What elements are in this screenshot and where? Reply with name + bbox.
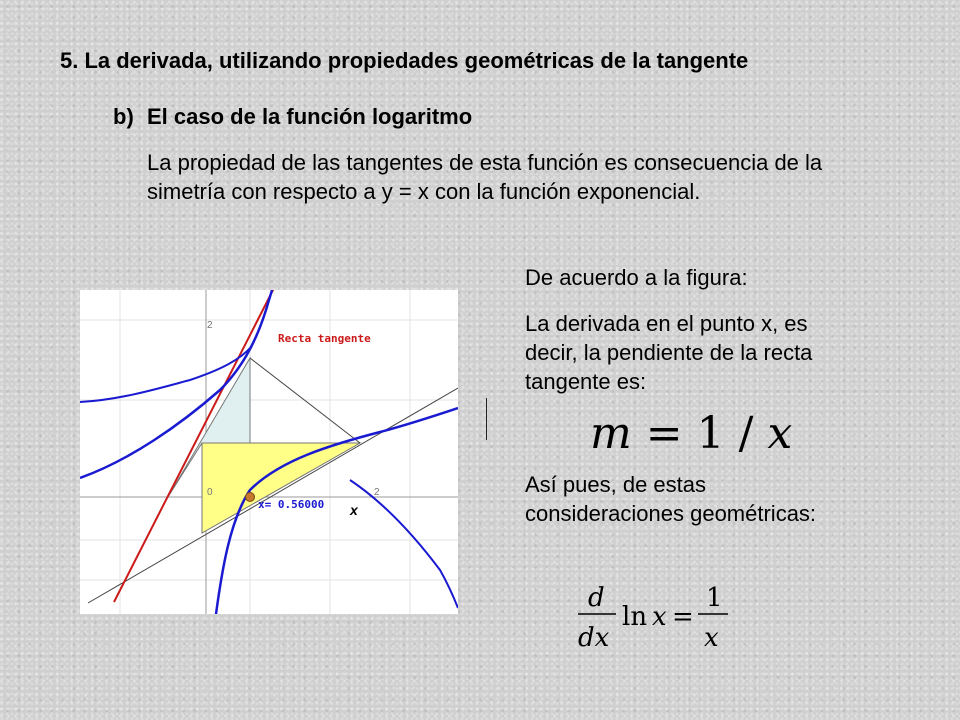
tangent-label: Recta tangente: [278, 332, 371, 345]
figure-intro-text: De acuerdo a la figura:: [525, 265, 748, 290]
figure-canvas: [80, 290, 458, 614]
derivative-of-ln-formula: [576, 578, 736, 652]
formula-numerator: 1: [706, 583, 723, 613]
intro-paragraph: La propiedad de las tangentes de esta función es consecuencia de la simetría con respecto a y = x con la función exponencial.: [147, 150, 823, 204]
subsection-letter: b): [113, 104, 134, 129]
reflected-curve-bottom: [350, 480, 458, 608]
yellow-triangle: [202, 443, 360, 533]
formula-d: d: [588, 583, 605, 613]
formula-slash: /: [738, 408, 754, 459]
tick-zero: 0: [207, 487, 213, 498]
x-value-label: x= 0.56000: [258, 498, 325, 511]
tangent-figure: [80, 290, 458, 614]
logarithm-curve: [216, 408, 458, 614]
slide-title: 5. La derivada, utilizando propiedades geométricas de la tangente: [60, 48, 749, 73]
log-tangent-line: [88, 388, 458, 603]
slope-formula: [590, 408, 792, 459]
reflected-curve-top: [80, 346, 252, 402]
formula-equals-2: =: [672, 602, 694, 632]
formula-m: m: [590, 408, 632, 459]
formula-denominator: x: [704, 623, 719, 652]
text-cursor: [486, 398, 487, 440]
x-axis-label: x: [350, 502, 358, 518]
derivative-text: La derivada en el punto x, es decir, la pendiente de la recta tangente es:: [525, 311, 813, 394]
point-x-marker[interactable]: [246, 493, 255, 502]
formula-ln: ln: [622, 602, 648, 632]
formula-dx: dx: [578, 623, 610, 652]
formula-x: x: [767, 408, 793, 459]
subsection-heading: El caso de la función logaritmo: [147, 104, 473, 129]
formula-one: 1: [696, 408, 725, 459]
formula-equals: =: [645, 408, 683, 459]
conclusion-text: Así pues, de estas consideraciones geométricas:: [525, 472, 817, 526]
tick-two-y: 2: [207, 320, 213, 331]
tick-two-x: 2: [374, 487, 380, 498]
formula-ln-arg: x: [652, 602, 667, 632]
